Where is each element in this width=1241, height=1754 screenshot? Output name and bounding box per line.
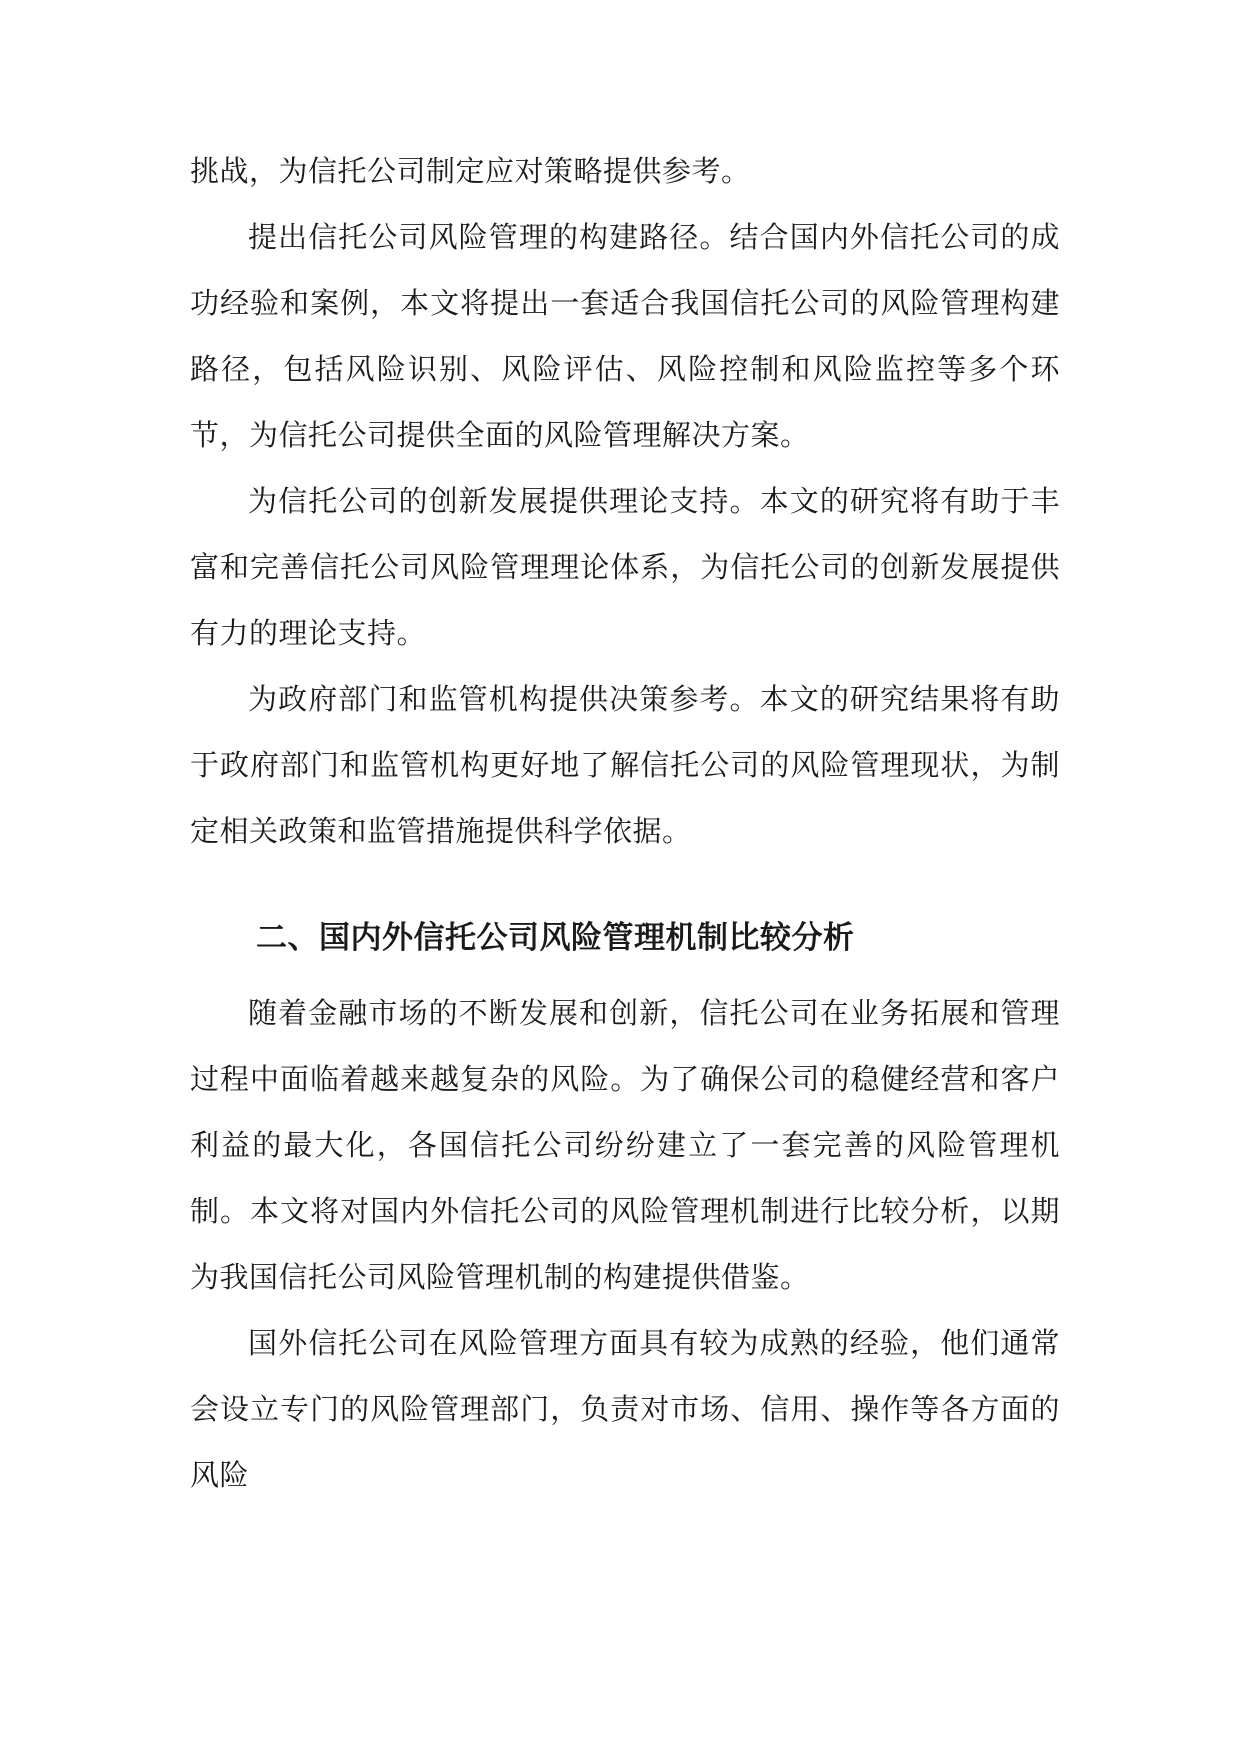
paragraph-construction-path: 提出信托公司风险管理的构建路径。结合国内外信托公司的成功经验和案例，本文将提出一套适合我国信托公司的风险管理构建路径，包括风险识别、风险评估、风险控制和风险监控等多个环节，为信托公司提供全面的风险管理解决方案。 xyxy=(190,220,1060,452)
paragraph-section-intro: 随着金融市场的不断发展和创新，信托公司在业务拓展和管理过程中面临着越来越复杂的风险。为了确保公司的稳健经营和客户利益的最大化，各国信托公司纷纷建立了一套完善的风险管理机制。本文将对国内外信托公司的风险管理机制进行比较分析，以期为我国信托公司风险管理机制的构建提供借鉴。 xyxy=(190,996,1060,1294)
paragraph-continuation: 挑战，为信托公司制定应对策略提供参考。 xyxy=(190,154,751,188)
section-heading: 二、国内外信托公司风险管理机制比较分析 xyxy=(256,920,855,956)
paragraph-theory-support: 为信托公司的创新发展提供理论支持。本文的研究将有助于丰富和完善信托公司风险管理理论体系，为信托公司的创新发展提供有力的理论支持。 xyxy=(190,484,1060,650)
paragraph-foreign-experience: 国外信托公司在风险管理方面具有较为成熟的经验，他们通常会设立专门的风险管理部门，负责对市场、信用、操作等各方面的风险 xyxy=(190,1326,1060,1492)
document-body xyxy=(190,138,1060,1508)
paragraph-policy-reference: 为政府部门和监管机构提供决策参考。本文的研究结果将有助于政府部门和监管机构更好地了解信托公司的风险管理现状，为制定相关政策和监管措施提供科学依据。 xyxy=(190,682,1060,848)
